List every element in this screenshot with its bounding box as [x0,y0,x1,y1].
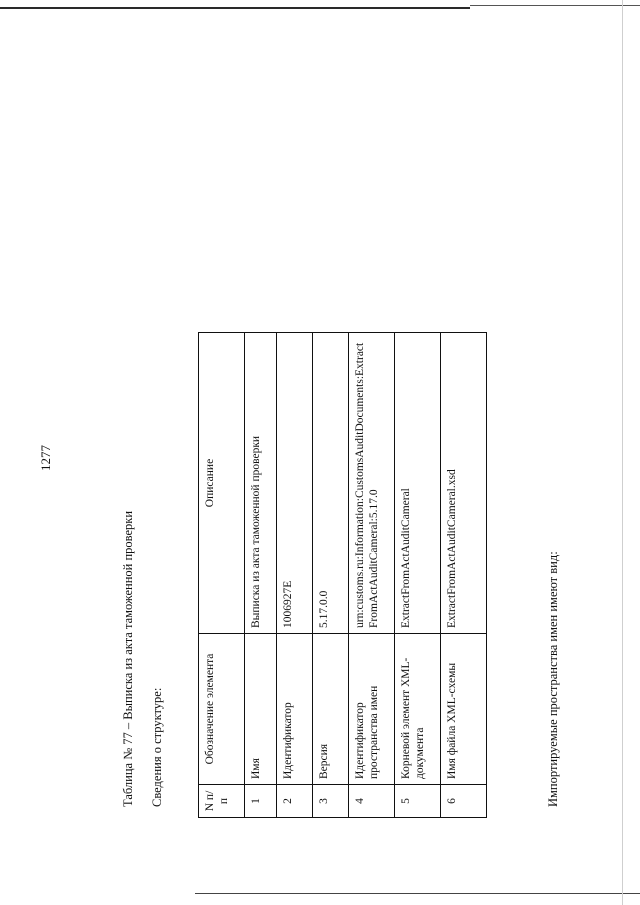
cell-desc: 1006927E [277,333,313,634]
table-header-row [199,333,245,818]
table-row [441,333,487,818]
scan-edge-top [0,7,470,9]
table-row [277,333,313,818]
cell-name: Корневой элемент XML-документа [395,634,441,785]
cell-num: 2 [277,785,313,818]
rotated-page-content [0,155,640,875]
table-row [313,333,349,818]
cell-num: 3 [313,785,349,818]
cell-desc: Выписка из акта таможенной проверки [245,333,277,634]
structure-table [198,332,487,818]
cell-name: Имя файла XML-схемы [441,634,487,785]
cell-num: 6 [441,785,487,818]
cell-num: 5 [395,785,441,818]
cell-desc: urn:customs.ru:Information:CustomsAuditDocuments:ExtractFromActAuditCameral:5.17.0 [349,333,395,634]
cell-desc: ExtractFromActAuditCameral [395,333,441,634]
footer-text: Импортируемые пространства имен имеют вид: [546,551,560,807]
scan-edge-top-right [470,5,640,6]
cell-num: 1 [245,785,277,818]
structure-label: Сведения о структуре: [150,687,164,807]
header-num: N п/п [199,785,245,818]
table-row [395,333,441,818]
header-name: Обозначение элемента [199,634,245,785]
cell-desc: 5.17.0.0 [313,333,349,634]
cell-name: Имя [245,634,277,785]
cell-num: 4 [349,785,395,818]
page-number: 1277 [38,445,53,471]
cell-name: Версия [313,634,349,785]
scan-edge-bottom [195,893,640,894]
cell-desc: ExtractFromActAuditCameral.xsd [441,333,487,634]
header-desc: Описание [199,333,245,634]
cell-name: Идентификатор [277,634,313,785]
table-row [349,333,395,818]
cell-name: Идентификатор пространства имен [349,634,395,785]
table-row [245,333,277,818]
table-title: Таблица № 77 – Выписка из акта таможенной проверки [121,510,135,807]
